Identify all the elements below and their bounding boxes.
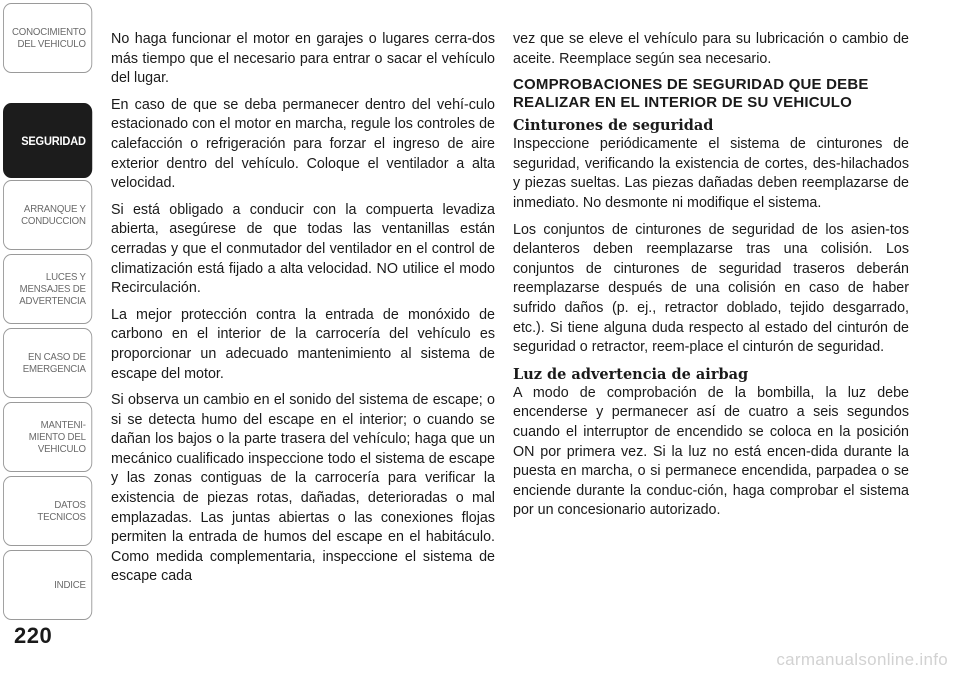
tab-label-line: ADVERTENCIA: [19, 295, 86, 307]
tab-arranque-y-conduccion[interactable]: [3, 180, 92, 250]
section-heading: COMPROBACIONES DE SEGURIDAD QUE DEBE REALIZAR EN EL INTERIOR DE SU VEHICULO: [513, 76, 869, 112]
section-tabs: [0, 0, 106, 678]
paragraph: Si está obligado a conducir con la compuerta levadiza abierta, asegúrese de que todas las ventanillas están cerradas y que el conmutador del ventilador en el control de climatización está fijado a alta velocidad. NO utilice el modo Recirculación.: [111, 201, 495, 297]
subsection-heading-airbag-light: Luz de advertencia de airbag: [513, 365, 749, 383]
tab-label-line: ARRANQUE Y: [23, 203, 86, 215]
tab-indice[interactable]: [3, 550, 92, 620]
tab-label-line: MIENTO DEL: [28, 431, 86, 443]
watermark: carmanualsonline.info: [776, 650, 948, 669]
tab-label-line: DATOS: [54, 499, 86, 511]
paragraph: Inspeccione periódicamente el sistema de cinturones de seguridad, verificando la existencia de cortes, des-hilachados y piezas sueltas. Las piezas dañadas deben reemplazarse de inmediato. No desmonte ni modifique el sistema.: [513, 136, 909, 211]
subsection-heading-seatbelts: Cinturones de seguridad: [513, 117, 714, 135]
paragraph: vez que se eleve el vehículo para su lubricación o cambio de aceite. Reemplace según sea necesario.: [513, 31, 909, 67]
tab-label-line: MANTENI-: [40, 419, 86, 431]
tab-en-caso-de-emergencia[interactable]: [3, 328, 92, 398]
tab-label-line: CONOCIMIENTO: [11, 26, 86, 38]
tab-label-line: MENSAJES DE: [19, 283, 86, 295]
right-column: [513, 30, 909, 528]
tab-label-line: DEL VEHICULO: [17, 38, 86, 50]
tab-seguridad[interactable]: [3, 103, 92, 178]
paragraph: No haga funcionar el motor en garajes o lugares cerra-dos más tiempo que el necesario para entrar o sacar el vehículo del lugar.: [111, 31, 495, 87]
tab-label-line: SEGURIDAD: [21, 133, 86, 148]
tab-label-line: CONDUCCION: [21, 215, 86, 227]
paragraph: La mejor protección contra la entrada de monóxido de carbono en el interior de la carrocería del vehículo es proporcionar un adecuado mantenimiento al sistema de escape del motor.: [111, 306, 495, 382]
tab-mantenimiento-del-vehiculo[interactable]: [3, 402, 92, 472]
tab-label-line: EMERGENCIA: [22, 363, 86, 375]
tab-label-line: EN CASO DE: [28, 351, 86, 363]
tab-datos-tecnicos[interactable]: [3, 476, 92, 546]
page-number: 220: [14, 623, 53, 648]
paragraph: A modo de comprobación de la bombilla, la luz debe encenderse y permanecer así de cuatro a seis segundos cuando el interruptor de encendido se coloca en la posición ON por primera vez. Si la luz no está encen-dida durante la puesta en marcha, o si permanece encendida, parpadea o se enciende durante la conduc-ción, haga comprobar el sistema por un concesionario autorizado.: [513, 384, 909, 519]
paragraph: En caso de que se deba permanecer dentro del vehí-culo estacionado con el motor en marcha, regule los controles de calefacción o refrigeración para forzar el ingreso de aire exterior dentro del vehículo. Coloque el ventilador a alta velocidad.: [111, 96, 495, 192]
paragraph: Los conjuntos de cinturones de seguridad de los asien-tos delanteros deben reemplazarse tras una colisión. Los conjuntos de cinturones de seguridad traseros deberán reemplazarse después de una colisión en caso de haber sufrido daños (p. ej., retractor doblado, tejido desgarrado, etc.). Si tiene alguna duda respecto al estado del cinturón de seguridad o retractor, reem-place el cinturón de seguridad.: [513, 221, 909, 356]
tab-label-line: VEHICULO: [37, 443, 86, 455]
left-column: [111, 30, 495, 594]
tab-label-line: TECNICOS: [37, 511, 86, 523]
tab-conocimiento-del-vehiculo[interactable]: [3, 3, 92, 73]
tab-label-line: INDICE: [54, 579, 86, 591]
tab-luces-y-mensajes-de-advertencia[interactable]: [3, 254, 92, 324]
paragraph: Si observa un cambio en el sonido del sistema de escape; o si se detecta humo del escape en el interior; o cuando se dañan los bajos o la parte trasera del vehículo; haga que un mecánico cualificado inspeccione todo el sistema de escape y las zonas contiguas de la carrocería para verificar la existencia de piezas rotas, dañadas, deterioradas o mal emplazadas. Las juntas abiertas o las conexiones flojas permiten la entrada de humos del escape en el habitáculo. Como medida complementaria, inspeccione el sistema de escape cada: [111, 392, 495, 585]
tab-label-line: LUCES Y: [45, 271, 86, 283]
